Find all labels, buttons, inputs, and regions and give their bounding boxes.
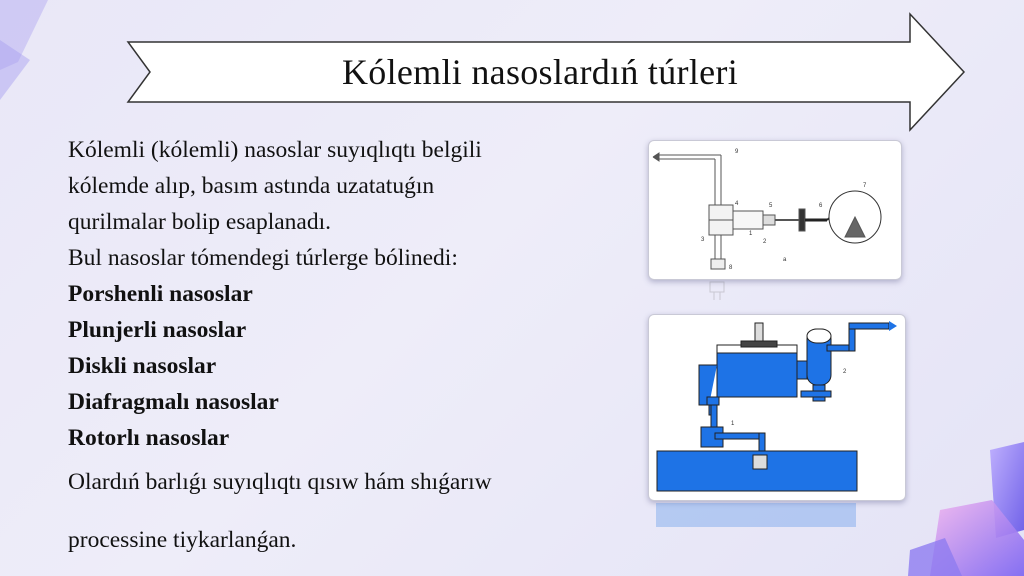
fig1-label-5: 5 [769,203,773,209]
closing-line-2: processine tiykarlanǵan. [68,527,297,553]
fig1-reflection [648,280,900,304]
body-line-1: Kólemli (kólemli) nasoslar suyıqlıqtı belgili [68,137,482,163]
slide-title: Kólemli nasoslardıń túrleri [341,52,738,92]
plunger-pump-diagram [648,314,906,501]
fig2-label-1: 1 [731,421,735,427]
fig1-label-2: 2 [763,239,767,245]
body-line-3: qurilmalar bolip esaplanadı. [68,209,331,235]
bottom-right-decoration [900,420,1024,576]
body-line-4: Bul nasoslar tómendegi túrlerge bólinedi: [68,245,458,271]
pump-type-2: Plunjerli nasoslar [68,317,247,343]
fig1-label-9: 9 [735,149,739,155]
pump-type-1: Porshenli nasoslar [68,281,253,307]
piston-pump-diagram [648,140,902,280]
pump-type-4: Diafragmalı nasoslar [68,389,279,415]
fig1-label-8: 8 [729,265,733,271]
body-text [68,132,628,456]
fig2-reflection [648,501,904,531]
fig1-label-a: a [783,257,787,263]
closing-line-1: Olardıń barlıǵı suyıqlıqtı qısıw hám shıǵarıw [68,469,492,495]
piston-pump-schematic [649,141,901,279]
fig2-label-2: 2 [843,369,847,375]
plunger-pump-schematic [649,315,905,500]
fig1-label-3: 3 [701,237,705,243]
pump-type-3: Diskli nasoslar [68,353,217,379]
body-line-2: kólemde alıp, basım astında uzatatuǵın [68,173,435,199]
fig1-label-1: 1 [749,231,753,237]
fig1-label-6: 6 [819,203,823,209]
fig1-label-7: 7 [863,183,867,189]
fig1-label-4: 4 [735,201,739,207]
pump-type-5: Rotorlı nasoslar [68,425,230,451]
